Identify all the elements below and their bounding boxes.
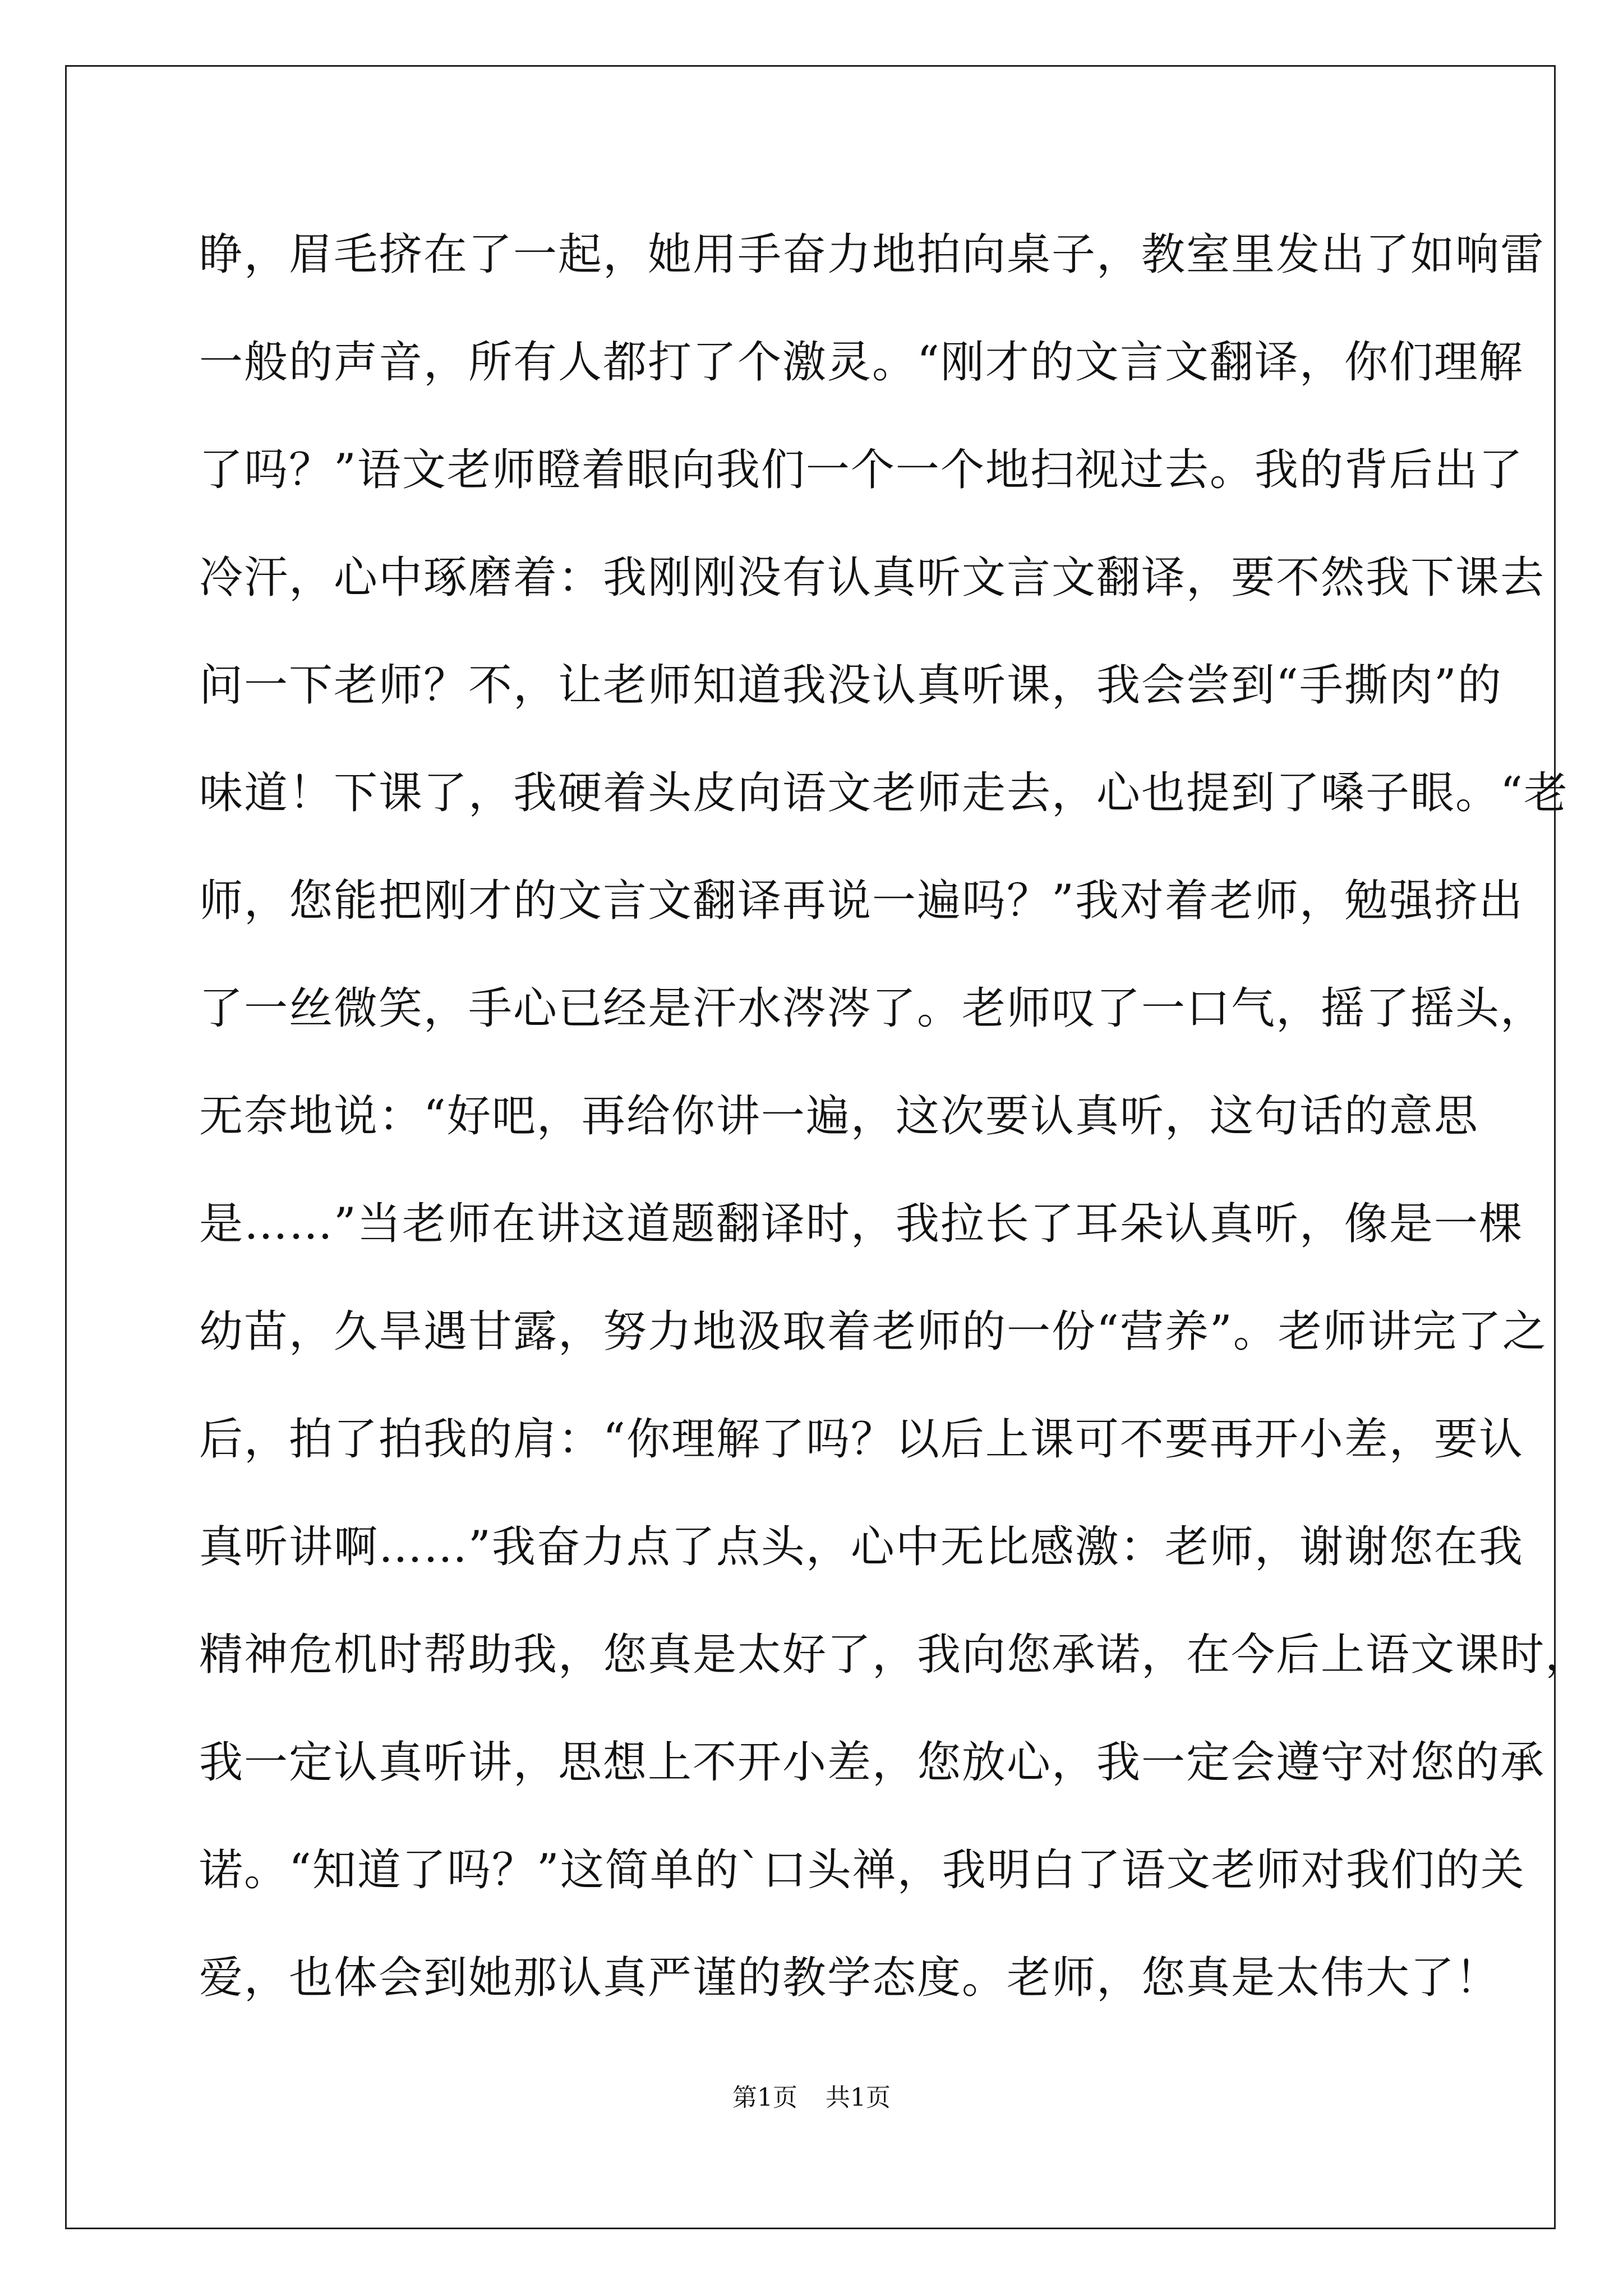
text-line: 睁，眉毛挤在了一起，她用手奋力地拍向桌子，教室里发出了如响雷 — [199, 229, 1546, 280]
text-line: 师，您能把刚才的文言文翻译再说一遍吗？”我对着老师，勉强挤出 — [199, 876, 1524, 926]
text-line: 了一丝微笑，手心已经是汗水涔涔了。老师叹了一口气，摇了摇头， — [199, 983, 1546, 1034]
text-line: 一般的声音，所有人都打了个激灵。“刚才的文言文翻译，你们理解 — [199, 337, 1524, 388]
text-line: 了吗？”语文老师瞪着眼向我们一个一个地扫视过去。我的背后出了 — [199, 445, 1524, 495]
text-line: 精神危机时帮助我，您真是太好了，我向您承诺，在今后上语文课时， — [199, 1630, 1590, 1680]
text-line: 后，拍了拍我的肩：“你理解了吗？以后上课可不要再开小差，要认 — [199, 1414, 1524, 1465]
text-line: 幼苗，久旱遇甘露，努力地汲取着老师的一份“营养”。老师讲完了之 — [199, 1306, 1547, 1357]
text-line: 是……”当老师在讲这道题翻译时，我拉长了耳朵认真听，像是一棵 — [199, 1199, 1524, 1249]
text-line: 问一下老师？不，让老师知道我没认真听课，我会尝到“手撕肉”的 — [199, 660, 1502, 711]
page-total: 共1页 — [826, 2083, 891, 2112]
page-number: 第1页 — [732, 2083, 797, 2112]
page-footer — [0, 2081, 1623, 2115]
text-line: 爱，也体会到她那认真严谨的教学态度。老师，您真是太伟大了！ — [199, 1953, 1501, 2003]
text-line: 我一定认真听讲，思想上不开小差，您放心，我一定会遵守对您的承 — [199, 1737, 1546, 1788]
text-line: 诺。“知道了吗？”这简单的`口头禅，我明白了语文老师对我们的关 — [199, 1845, 1525, 1895]
document-body — [199, 222, 1590, 2053]
text-line: 无奈地说：“好吧，再给你讲一遍，这次要认真听，这句话的意思 — [199, 1091, 1479, 1142]
text-line: 真听讲啊……”我奋力点了点头，心中无比感激：老师，谢谢您在我 — [199, 1522, 1524, 1572]
text-line: 味道！下课了，我硬着头皮向语文老师走去，心也提到了嗓子眼。“老 — [199, 768, 1569, 818]
text-line: 冷汗，心中琢磨着：我刚刚没有认真听文言文翻译，要不然我下课去 — [199, 553, 1546, 603]
